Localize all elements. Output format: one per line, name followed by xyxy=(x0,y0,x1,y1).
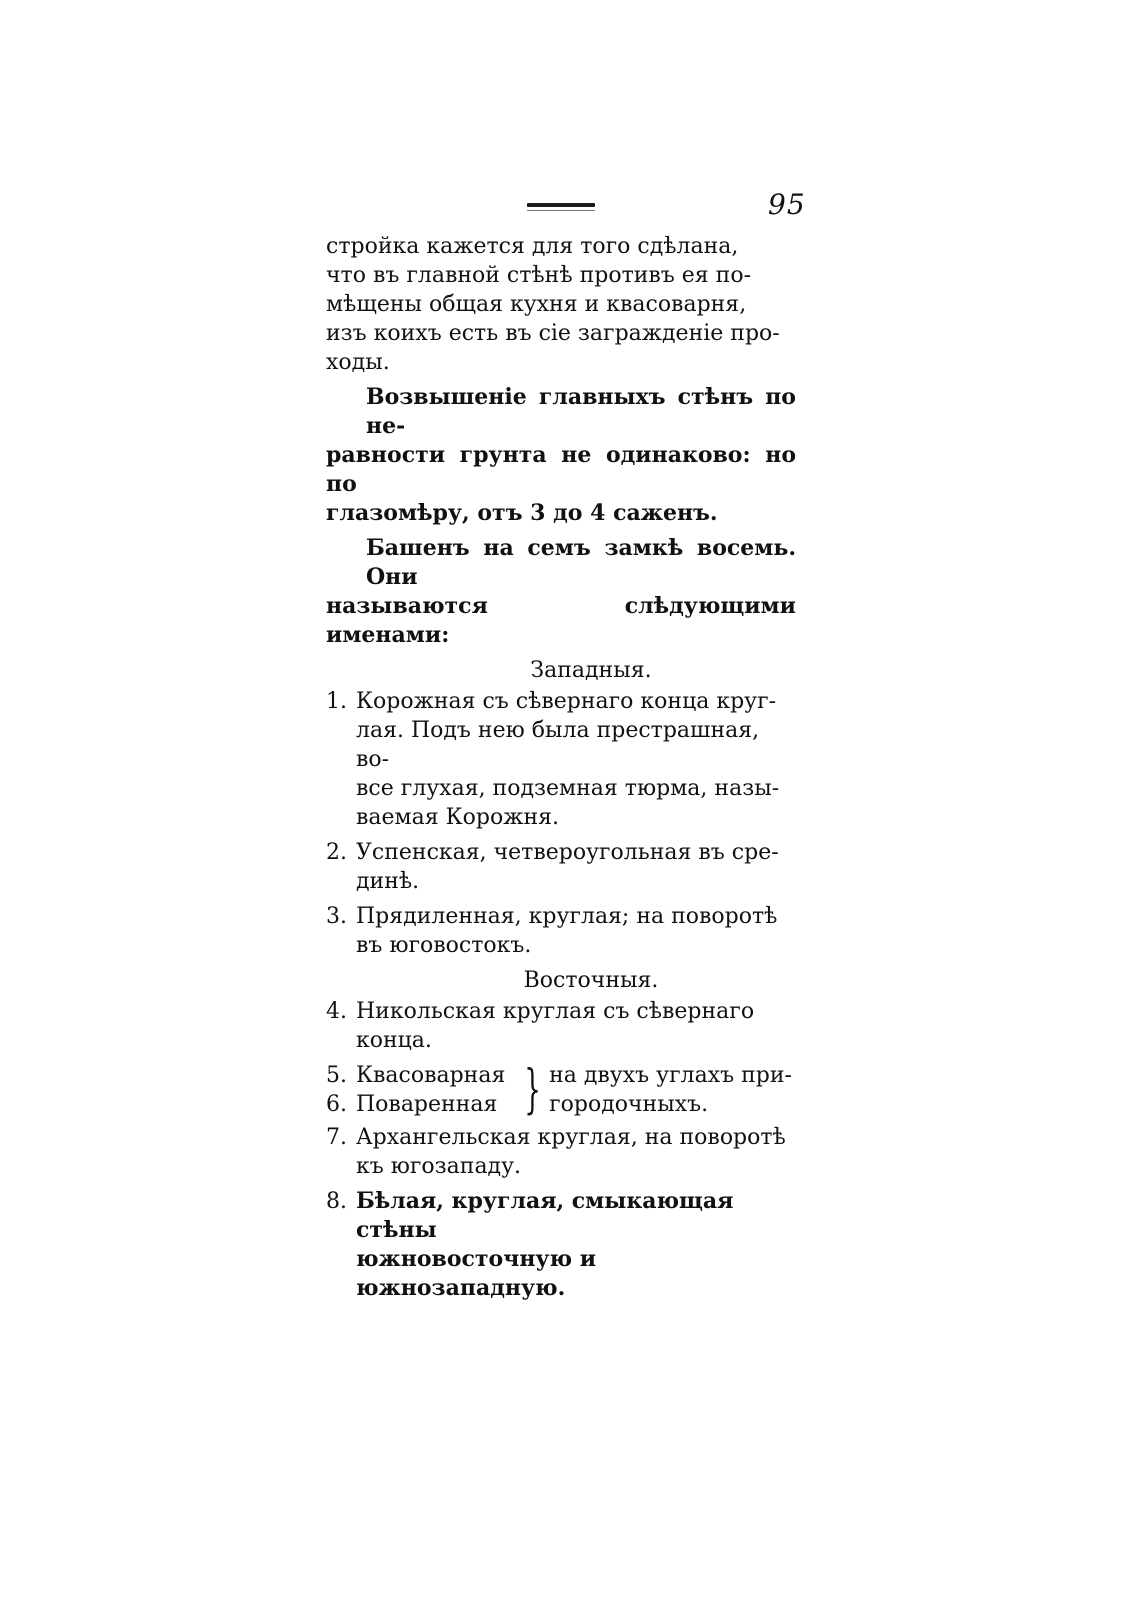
text-line: къ югозападу. xyxy=(356,1154,522,1179)
text-line: глазомѣру, отъ 3 до 4 саженъ. xyxy=(326,500,718,526)
paragraph xyxy=(326,383,796,528)
text-line: Прядиленная, круглая; на поворотѣ xyxy=(356,904,778,929)
text-line: на двухъ углахъ при- xyxy=(549,1063,792,1088)
list-item xyxy=(326,838,796,896)
item-text xyxy=(356,902,796,960)
section-heading-east: Восточныя. xyxy=(523,968,659,993)
text-line: Успенская, четвероугольная въ сре- xyxy=(356,840,779,865)
braced-item-pair xyxy=(326,1061,796,1119)
curly-brace-icon: } xyxy=(524,1060,541,1120)
text-line: Бѣлая, круглая, смыкающая стѣны xyxy=(356,1188,734,1243)
item-number: 2. xyxy=(326,840,347,865)
text-line: все глухая, подземная тюрма, назы- xyxy=(356,776,780,801)
item-text xyxy=(356,997,796,1055)
item-number: 3. xyxy=(326,904,347,929)
item-number: 6. xyxy=(326,1092,347,1117)
list-item xyxy=(326,687,796,832)
item-number: 1. xyxy=(326,689,347,714)
header-ornament-rule xyxy=(527,203,595,207)
text-line: динѣ. xyxy=(356,869,420,894)
list-item xyxy=(326,997,796,1055)
item-number: 4. xyxy=(326,999,347,1024)
list-item xyxy=(326,1061,516,1090)
text-line: Архангельская круглая, на поворотѣ xyxy=(356,1125,786,1150)
item-text xyxy=(356,1187,796,1303)
text-line: въ юговостокъ. xyxy=(356,933,532,958)
text-line: изъ коихъ есть въ сіе загражденіе про- xyxy=(326,321,780,346)
text-line: Возвышеніе главныхъ стѣнъ по не- xyxy=(366,384,796,439)
text-line: южновосточную и южнозападную. xyxy=(356,1246,597,1301)
text-line: конца. xyxy=(356,1028,432,1053)
text-line: стройка кажется для того сдѣлана, xyxy=(326,234,739,259)
item-number: 8. xyxy=(326,1189,347,1214)
text-line: лая. Подъ нею была престрашная, во- xyxy=(356,718,760,772)
item-number: 7. xyxy=(326,1125,347,1150)
text-line: мѣщены общая кухня и квасоварня, xyxy=(326,292,747,317)
list-item xyxy=(326,1123,796,1181)
text-line: ходы. xyxy=(326,350,390,375)
paragraph xyxy=(326,232,796,377)
item-number: 5. xyxy=(326,1063,347,1088)
text-line: что въ главной стѣнѣ противъ ея по- xyxy=(326,263,752,288)
paragraph xyxy=(326,534,796,650)
page-text xyxy=(326,232,796,1309)
list-item xyxy=(326,902,796,960)
item-text xyxy=(356,1123,796,1181)
item-text xyxy=(356,687,796,832)
text-line: городочныхъ. xyxy=(549,1092,709,1117)
text-line: Башенъ на семъ замкѣ восемь. Они xyxy=(366,535,796,590)
text-line: Никольская круглая съ сѣвернаго xyxy=(356,999,755,1024)
text-line: ваемая Корожня. xyxy=(356,805,559,830)
text-line: равности грунта не одинаково: но по xyxy=(326,442,796,497)
item-text: Квасоварная xyxy=(356,1063,506,1088)
pair-shared-text xyxy=(549,1061,796,1119)
pair-left-column xyxy=(326,1061,516,1119)
item-text xyxy=(356,838,796,896)
list-item xyxy=(326,1187,796,1303)
text-line: называются слѣдующими именами: xyxy=(326,593,796,648)
item-text: Поваренная xyxy=(356,1092,498,1117)
text-line: Корожная съ сѣвернаго конца круг- xyxy=(356,689,777,714)
list-item xyxy=(326,1090,516,1119)
section-heading-west: Западныя. xyxy=(530,658,652,683)
page-number: 95 xyxy=(768,188,806,221)
